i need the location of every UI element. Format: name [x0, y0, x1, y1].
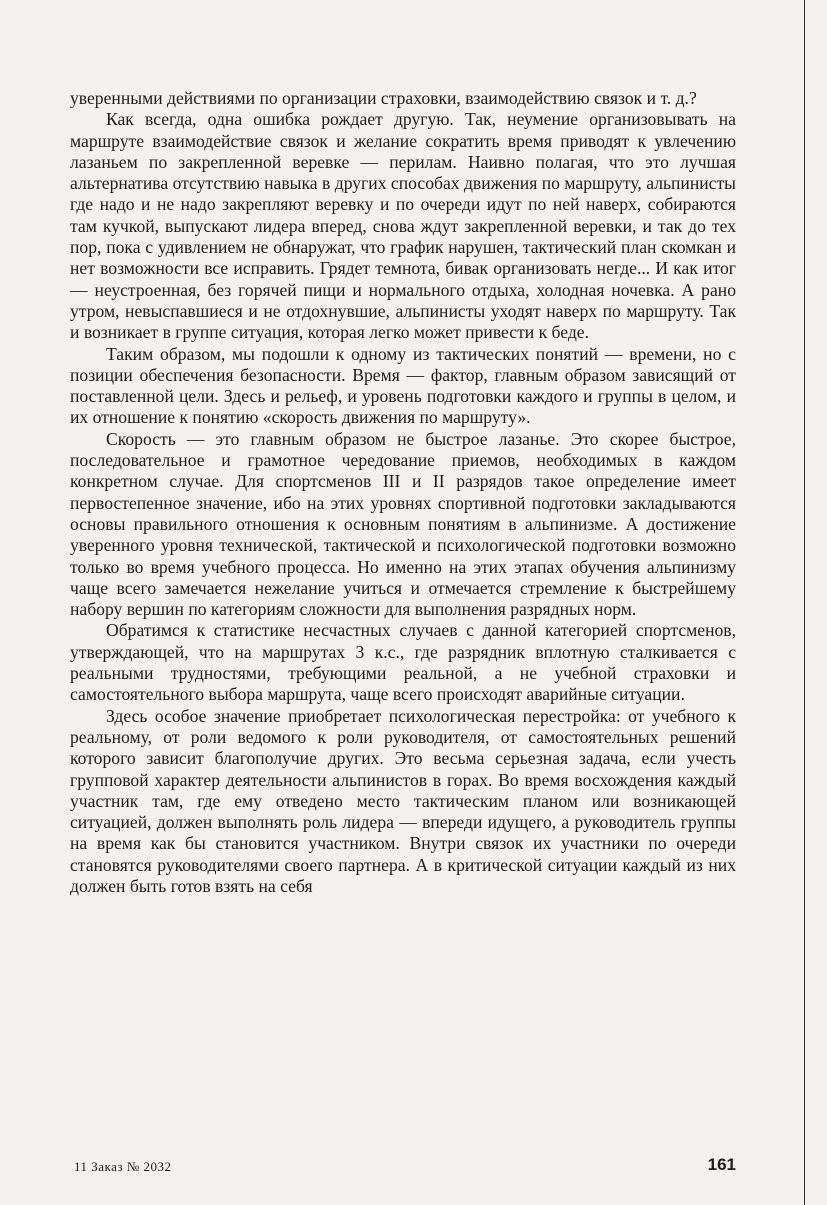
page-edge-line	[804, 0, 805, 1205]
page-body	[70, 88, 736, 897]
paragraph: Обратимся к статистике несчастных случаев с данной категорией спортсменов, утверждающей, что на маршрутах 3 к.с., где разрядник вплотную сталкивается с реальными трудностями, требующими реальной, а не учебной страховки и самостоятельного выбора маршрута, чаще всего происходят аварийные ситуации.	[70, 620, 736, 705]
paragraph: Как всегда, одна ошибка рождает другую. Так, неумение организовывать на маршруте взаимодействие связок и желание сократить время приводят к увлечению лазаньем по закрепленной веревке — перилам. Наивно полагая, что это лучшая альтернатива отсутствию навыка в других способах движения по маршруту, альпинисты где надо и не надо закрепляют веревку и по очереди идут по ней наверх, собираются там кучкой, выпускают лидера вперед, снова ждут закрепленной веревки, и так до тех пор, пока с удивлением не обнаружат, что график нарушен, тактический план скомкан и нет возможности все исправить. Грядет темнота, бивак организовать негде... И как итог — неустроенная, без горячей пищи и нормального отдыха, холодная ночевка. А рано утром, невыспавшиеся и не отдохнувшие, альпинисты уходят наверх по маршруту. Так и возникает в группе ситуация, которая легко может привести к беде.	[70, 109, 736, 343]
paragraph: Таким образом, мы подошли к одному из тактических понятий — времени, но с позиции обеспечения безопасности. Время — фактор, главным образом зависящий от поставленной цели. Здесь и рельеф, и уровень подготовки каждого и группы в целом, и их отношение к понятию «скорость движения по маршруту».	[70, 343, 736, 428]
page-number: 161	[707, 1155, 736, 1174]
paragraph: Скорость — это главным образом не быстрое лазанье. Это скорее быстрое, последовательное и грамотное чередование приемов, необходимых в каждом конкретном случае. Для спортсменов III и II разрядов такое определение имеет первостепенное значение, ибо на этих уровнях спортивной подготовки закладываются основы правильного отношения к основным понятиям в альпинизме. А достижение уверенного уровня технической, тактической и психологической подготовки возможно только во время учебного процесса. Но именно на этих этапах обучения альпинизму чаще всего замечается нежелание учиться и отмечается стремление к быстрейшему набору вершин по категориям сложности для выполнения разрядных норм.	[70, 428, 736, 620]
paragraph-continuation: уверенными действиями по организации страховки, взаимодействию связок и т. д.?	[70, 88, 697, 108]
print-order-note: 11 Заказ № 2032	[74, 1159, 172, 1174]
paragraph: Здесь особое значение приобретает психологическая перестройка: от учебного к реальному, от роли ведомого к роли руководителя, от самостоятельных решений которого зависит благополучие других. Это весьма серьезная задача, если учесть групповой характер деятельности альпинистов в горах. Во время восхождения каждый участник там, где ему отведено место тактическим планом или возникающей ситуацией, должен выполнять роль лидера — впереди идущего, а руководитель группы на время как бы становится участником. Внутри связок их участники по очереди становятся руководителями своего партнера. А в критической ситуации каждый из них должен быть готов взять на себя	[70, 705, 736, 896]
page-footer	[74, 1155, 736, 1179]
